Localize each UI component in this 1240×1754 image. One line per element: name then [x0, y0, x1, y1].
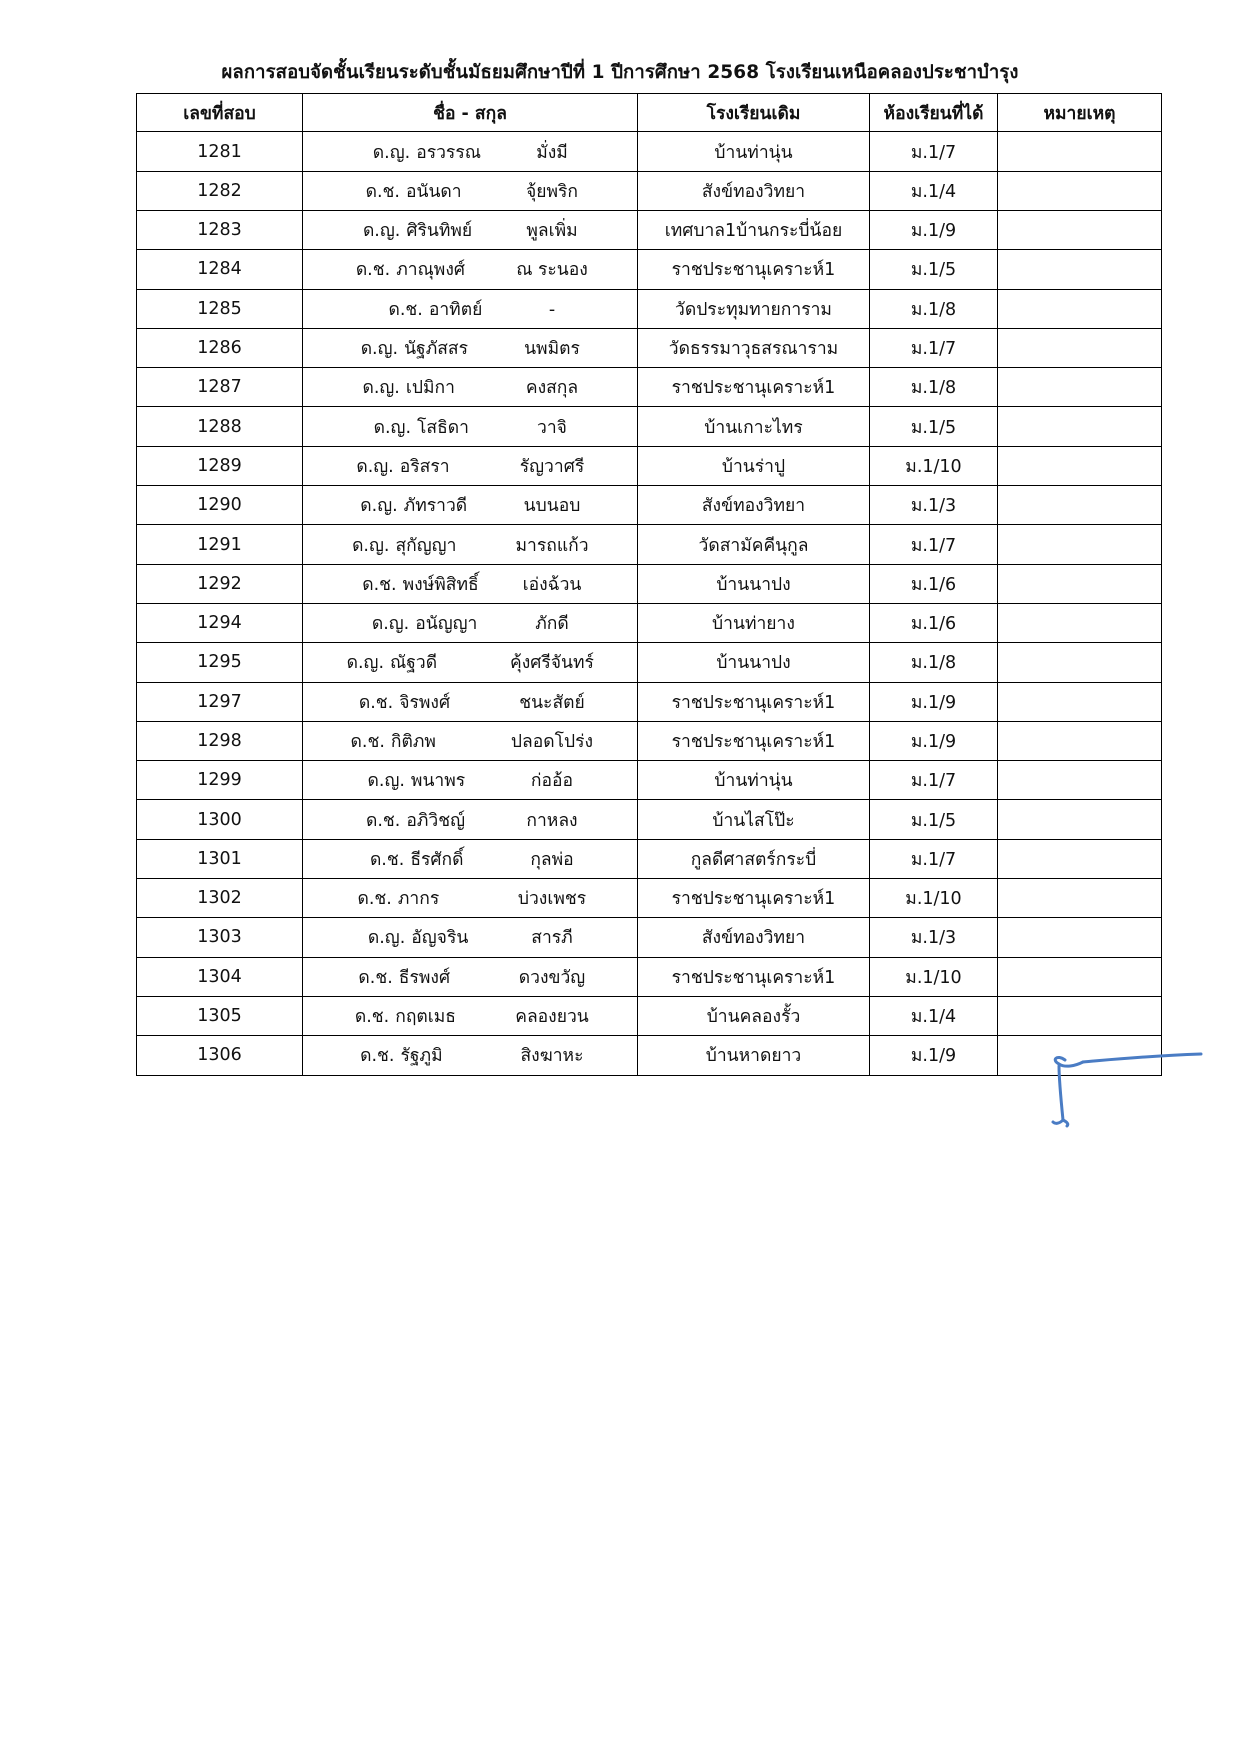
name-prefix: ด.ช. — [360, 1046, 395, 1067]
handwritten-signature — [1045, 1040, 1205, 1130]
header-assigned-room: ห้องเรียนที่ได้ — [870, 94, 998, 132]
last-name: ภักดี — [535, 614, 569, 635]
previous-school-cell: บ้านเกาะไทร — [638, 407, 870, 446]
last-name: ณ ระนอง — [516, 260, 588, 281]
assigned-room-cell: ม.1/7 — [870, 839, 998, 878]
full-name-cell — [303, 132, 638, 171]
assigned-room-cell: ม.1/10 — [870, 879, 998, 918]
assigned-room-cell: ม.1/5 — [870, 800, 998, 839]
first-name: นัฐภัสสร — [404, 339, 469, 360]
table-row — [137, 603, 1162, 642]
exam-number-cell: 1298 — [137, 721, 303, 760]
remarks-cell — [998, 879, 1162, 918]
previous-school-cell: วัดธรรมาวุธสรณาราม — [638, 328, 870, 367]
first-name: อริสรา — [399, 456, 450, 477]
name-prefix: ด.ญ. — [352, 535, 390, 556]
previous-school-cell: บ้านท่านุ่น — [638, 132, 870, 171]
table-row — [137, 721, 1162, 760]
exam-number-cell: 1282 — [137, 171, 303, 210]
remarks-cell — [998, 603, 1162, 642]
name-prefix: ด.ช. — [354, 1007, 390, 1028]
previous-school-cell: บ้านไสโป๊ะ — [638, 800, 870, 839]
first-name: อนันดา — [405, 181, 462, 202]
previous-school-cell: ราชประชานุเคราะห์1 — [638, 250, 870, 289]
assigned-room-cell: ม.1/10 — [870, 957, 998, 996]
exam-number-cell: 1306 — [137, 1036, 303, 1075]
remarks-cell — [998, 328, 1162, 367]
table-row — [137, 250, 1162, 289]
last-name: พูลเพิ่ม — [526, 221, 578, 242]
table-row — [137, 486, 1162, 525]
last-name: รัญวาศรี — [519, 456, 585, 477]
first-name: อภิวิชญ์ — [406, 810, 466, 831]
last-name: ก่ออ้อ — [530, 771, 574, 792]
name-prefix: ด.ช. — [362, 574, 397, 595]
previous-school-cell: ราชประชานุเคราะห์1 — [638, 368, 870, 407]
exam-number-cell: 1301 — [137, 839, 303, 878]
name-prefix: ด.ช. — [358, 967, 393, 988]
remarks-cell — [998, 407, 1162, 446]
last-name: - — [548, 299, 556, 320]
last-name: กุลพ่อ — [530, 849, 574, 870]
full-name-cell — [303, 446, 638, 485]
remarks-cell — [998, 918, 1162, 957]
full-name-cell — [303, 368, 638, 407]
first-name: ธีรศักดิ์ — [410, 849, 464, 870]
name-prefix: ด.ช. — [366, 810, 401, 831]
full-name-cell — [303, 643, 638, 682]
exam-number-cell: 1294 — [137, 603, 303, 642]
previous-school-cell: วัดสามัคคีนุกูล — [638, 525, 870, 564]
table-row — [137, 525, 1162, 564]
table-row — [137, 407, 1162, 446]
full-name-cell — [303, 603, 638, 642]
full-name-cell — [303, 250, 638, 289]
assigned-room-cell: ม.1/8 — [870, 289, 998, 328]
full-name-cell — [303, 879, 638, 918]
full-name-cell — [303, 996, 638, 1035]
assigned-room-cell: ม.1/9 — [870, 1036, 998, 1075]
first-name: กฤตเมธ — [395, 1007, 456, 1028]
table-row — [137, 839, 1162, 878]
first-name: พงษ์พิสิทธิ์ — [402, 574, 479, 595]
assigned-room-cell: ม.1/6 — [870, 564, 998, 603]
remarks-cell — [998, 721, 1162, 760]
name-prefix: ด.ญ. — [362, 378, 400, 399]
table-row — [137, 800, 1162, 839]
full-name-cell — [303, 486, 638, 525]
first-name: ณัฐวดี — [390, 653, 438, 674]
exam-number-cell: 1295 — [137, 643, 303, 682]
remarks-cell — [998, 682, 1162, 721]
name-prefix: ด.ช. — [355, 260, 391, 281]
first-name: จิรพงศ์ — [399, 692, 451, 713]
remarks-cell — [998, 761, 1162, 800]
first-name: โสธิดา — [417, 417, 469, 438]
table-row — [137, 564, 1162, 603]
remarks-cell — [998, 800, 1162, 839]
last-name: มั่งมี — [536, 142, 568, 163]
remarks-cell — [998, 171, 1162, 210]
assigned-room-cell: ม.1/9 — [870, 721, 998, 760]
name-prefix: ด.ญ. — [356, 456, 394, 477]
name-prefix: ด.ญ. — [373, 417, 412, 438]
full-name-cell — [303, 957, 638, 996]
remarks-cell — [998, 643, 1162, 682]
last-name: มารถแก้ว — [515, 535, 589, 556]
header-row — [137, 94, 1162, 132]
previous-school-cell: บ้านหาดยาว — [638, 1036, 870, 1075]
previous-school-cell: สังข์ทองวิทยา — [638, 486, 870, 525]
full-name-cell — [303, 1036, 638, 1075]
first-name: พนาพร — [410, 771, 466, 792]
last-name: ชนะสัตย์ — [519, 692, 585, 713]
previous-school-cell: ราชประชานุเคราะห์1 — [638, 957, 870, 996]
exam-number-cell: 1303 — [137, 918, 303, 957]
assigned-room-cell: ม.1/10 — [870, 446, 998, 485]
remarks-cell — [998, 486, 1162, 525]
first-name: อรวรรณ — [416, 142, 481, 163]
exam-number-cell: 1302 — [137, 879, 303, 918]
remarks-cell — [998, 368, 1162, 407]
exam-number-cell: 1290 — [137, 486, 303, 525]
page-title: ผลการสอบจัดชั้นเรียนระดับชั้นมัธยมศึกษาปีที่ 1 ปีการศึกษา 2568 โรงเรียนเหนือคลองประชาบำรุง — [221, 62, 1019, 83]
exam-number-cell: 1291 — [137, 525, 303, 564]
last-name: บ่วงเพชร — [517, 889, 587, 910]
assigned-room-cell: ม.1/9 — [870, 682, 998, 721]
header-previous-school: โรงเรียนเดิม — [638, 94, 870, 132]
full-name-cell — [303, 800, 638, 839]
first-name: ภาณุพงศ์ — [396, 260, 465, 281]
full-name-cell — [303, 407, 638, 446]
remarks-cell — [998, 250, 1162, 289]
name-prefix: ด.ช. — [358, 692, 394, 713]
remarks-cell — [998, 289, 1162, 328]
last-name: เอ่งฉ้วน — [522, 574, 582, 595]
exam-number-cell: 1286 — [137, 328, 303, 367]
previous-school-cell: สังข์ทองวิทยา — [638, 918, 870, 957]
full-name-cell — [303, 839, 638, 878]
table-row — [137, 761, 1162, 800]
assigned-room-cell: ม.1/7 — [870, 328, 998, 367]
table-row — [137, 368, 1162, 407]
exam-number-cell: 1297 — [137, 682, 303, 721]
exam-number-cell: 1300 — [137, 800, 303, 839]
name-prefix: ด.ช. — [350, 731, 385, 752]
results-table — [136, 93, 1162, 1076]
remarks-cell — [998, 132, 1162, 171]
name-prefix: ด.ช. — [369, 849, 405, 870]
last-name: จุ้ยพริก — [525, 181, 579, 202]
last-name: ดวงขวัญ — [518, 967, 586, 988]
full-name-cell — [303, 761, 638, 800]
header-remarks: หมายเหตุ — [998, 94, 1162, 132]
first-name: สุกัญญา — [395, 535, 457, 556]
exam-number-cell: 1288 — [137, 407, 303, 446]
table-row — [137, 328, 1162, 367]
table-row — [137, 996, 1162, 1035]
exam-number-cell: 1287 — [137, 368, 303, 407]
last-name: ปลอดโปร่ง — [510, 731, 594, 752]
previous-school-cell: บ้านท่านุ่น — [638, 761, 870, 800]
assigned-room-cell: ม.1/4 — [870, 171, 998, 210]
table-row — [137, 210, 1162, 249]
first-name: ธีรพงศ์ — [398, 967, 451, 988]
header-exam-number: เลขที่สอบ — [137, 94, 303, 132]
exam-number-cell: 1289 — [137, 446, 303, 485]
header-full-name: ชื่อ - สกุล — [303, 94, 638, 132]
first-name: ภากร — [397, 889, 440, 910]
exam-number-cell: 1283 — [137, 210, 303, 249]
assigned-room-cell: ม.1/7 — [870, 525, 998, 564]
assigned-room-cell: ม.1/8 — [870, 643, 998, 682]
assigned-room-cell: ม.1/4 — [870, 996, 998, 1035]
name-prefix: ด.ญ. — [371, 614, 410, 635]
assigned-room-cell: ม.1/6 — [870, 603, 998, 642]
name-prefix: ด.ญ. — [367, 771, 405, 792]
full-name-cell — [303, 721, 638, 760]
first-name: ภัทราวดี — [403, 496, 468, 517]
last-name: สิงฆาหะ — [520, 1046, 584, 1067]
assigned-room-cell: ม.1/5 — [870, 250, 998, 289]
name-prefix: ด.ช. — [388, 299, 423, 320]
table-body — [137, 132, 1162, 1075]
previous-school-cell: วัดประทุมทายการาม — [638, 289, 870, 328]
previous-school-cell: ราชประชานุเคราะห์1 — [638, 721, 870, 760]
assigned-room-cell: ม.1/3 — [870, 486, 998, 525]
table-row — [137, 957, 1162, 996]
name-prefix: ด.ญ. — [360, 496, 398, 517]
remarks-cell — [998, 564, 1162, 603]
full-name-cell — [303, 210, 638, 249]
last-name: คงสกุล — [525, 378, 579, 399]
previous-school-cell: เทศบาล1บ้านกระบี่น้อย — [638, 210, 870, 249]
exam-number-cell: 1285 — [137, 289, 303, 328]
assigned-room-cell: ม.1/9 — [870, 210, 998, 249]
name-prefix: ด.ช. — [365, 181, 400, 202]
table-row — [137, 918, 1162, 957]
remarks-cell — [998, 996, 1162, 1035]
remarks-cell — [998, 839, 1162, 878]
name-prefix: ด.ญ. — [362, 221, 401, 242]
assigned-room-cell: ม.1/7 — [870, 761, 998, 800]
table-row — [137, 682, 1162, 721]
last-name: กาหลง — [526, 810, 578, 831]
table-row — [137, 171, 1162, 210]
first-name: รัฐภูมิ — [400, 1046, 443, 1067]
remarks-cell — [998, 210, 1162, 249]
name-prefix: ด.ญ. — [367, 928, 406, 949]
assigned-room-cell: ม.1/8 — [870, 368, 998, 407]
last-name: คลองยวน — [515, 1007, 589, 1028]
exam-number-cell: 1304 — [137, 957, 303, 996]
name-prefix: ด.ญ. — [372, 142, 411, 163]
previous-school-cell: บ้านคลองรั้ว — [638, 996, 870, 1035]
name-prefix: ด.ญ. — [360, 339, 399, 360]
table-row — [137, 879, 1162, 918]
first-name: เปมิกา — [405, 378, 455, 399]
assigned-room-cell: ม.1/3 — [870, 918, 998, 957]
last-name: คุ้งศรีจันทร์ — [510, 653, 594, 674]
previous-school-cell: สังข์ทองวิทยา — [638, 171, 870, 210]
table-row — [137, 643, 1162, 682]
exam-number-cell: 1284 — [137, 250, 303, 289]
name-prefix: ด.ญ. — [346, 653, 385, 674]
table-row — [137, 446, 1162, 485]
previous-school-cell: บ้านนาปง — [638, 564, 870, 603]
previous-school-cell: บ้านนาปง — [638, 643, 870, 682]
previous-school-cell: ราชประชานุเคราะห์1 — [638, 879, 870, 918]
previous-school-cell: บ้านร่าปู — [638, 446, 870, 485]
last-name: สารภี — [531, 928, 573, 949]
full-name-cell — [303, 525, 638, 564]
first-name: อนัญญา — [415, 614, 478, 635]
full-name-cell — [303, 682, 638, 721]
table-row — [137, 289, 1162, 328]
last-name: วาจิ — [537, 417, 567, 438]
full-name-cell — [303, 289, 638, 328]
full-name-cell — [303, 564, 638, 603]
last-name: นบนอบ — [523, 496, 581, 517]
remarks-cell — [998, 525, 1162, 564]
first-name: อัญจริน — [411, 928, 469, 949]
previous-school-cell: ราชประชานุเคราะห์1 — [638, 682, 870, 721]
table-row — [137, 132, 1162, 171]
first-name: กิติภพ — [390, 731, 436, 752]
remarks-cell — [998, 957, 1162, 996]
remarks-cell — [998, 446, 1162, 485]
exam-number-cell: 1305 — [137, 996, 303, 1035]
exam-number-cell: 1281 — [137, 132, 303, 171]
full-name-cell — [303, 171, 638, 210]
previous-school-cell: บ้านท่ายาง — [638, 603, 870, 642]
exam-number-cell: 1292 — [137, 564, 303, 603]
assigned-room-cell: ม.1/7 — [870, 132, 998, 171]
full-name-cell — [303, 918, 638, 957]
assigned-room-cell: ม.1/5 — [870, 407, 998, 446]
exam-number-cell: 1299 — [137, 761, 303, 800]
full-name-cell — [303, 328, 638, 367]
last-name: นพมิตร — [524, 339, 580, 360]
name-prefix: ด.ช. — [357, 889, 392, 910]
table-row — [137, 1036, 1162, 1075]
first-name: อาทิตย์ — [428, 299, 483, 320]
first-name: ศิรินทิพย์ — [406, 221, 473, 242]
previous-school-cell: กูลดีศาสตร์กระบี่ — [638, 839, 870, 878]
